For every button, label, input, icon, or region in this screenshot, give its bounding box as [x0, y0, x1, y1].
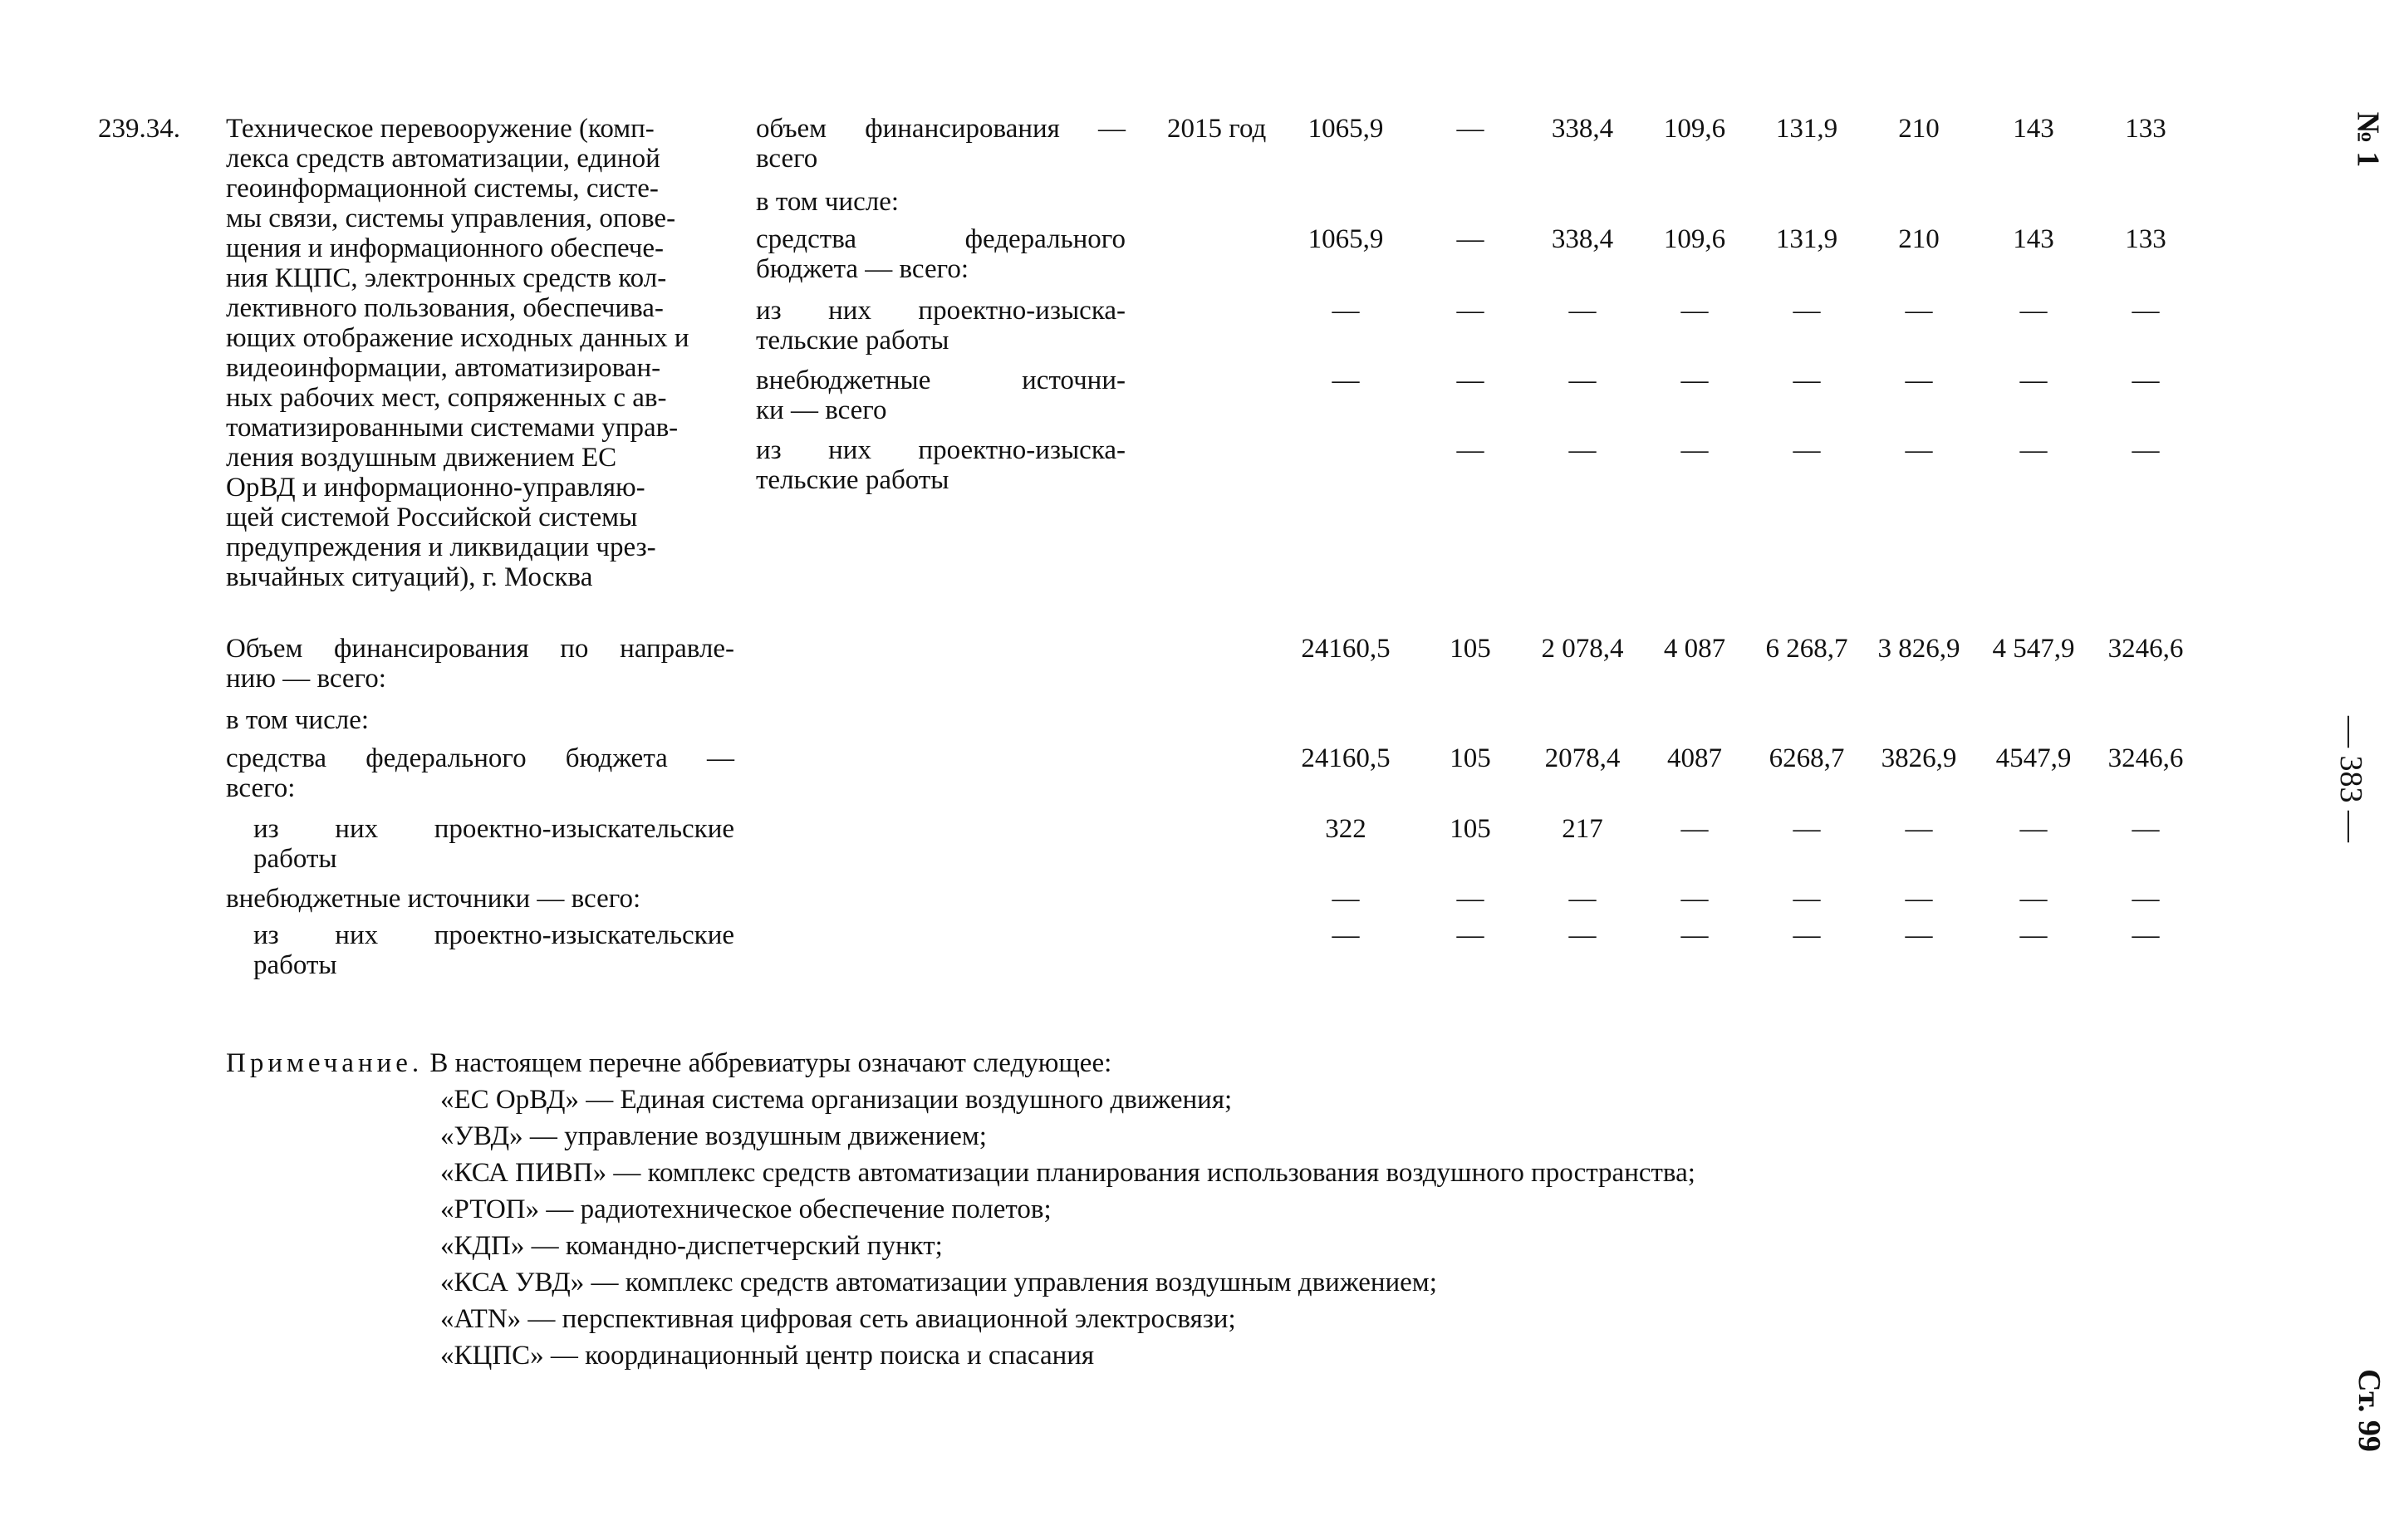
value-cell: 131,9: [1775, 114, 1838, 144]
abbreviation-item: «РТОП» — радиотехническое обеспечение полетов;: [440, 1194, 1052, 1224]
row-label: [756, 296, 1126, 356]
value-cell: —: [1680, 296, 1709, 326]
description-line: ления воздушным движением ЕС: [226, 443, 617, 473]
note-intro: В настоящем перечне аббревиатуры означают следующее:: [429, 1048, 1112, 1078]
description-line: мы связи, системы управления, опове-: [226, 204, 676, 233]
value-cell: —: [1332, 296, 1360, 326]
description-line: ния КЦПС, электронных средств кол-: [226, 263, 667, 293]
value-cell: —: [1793, 814, 1821, 844]
value-cell: 24160,5: [1301, 743, 1391, 773]
row-label-line: работы: [253, 844, 337, 874]
row-label: [756, 114, 1126, 174]
value-cell: 338,4: [1551, 224, 1614, 254]
value-cell: 1065,9: [1307, 114, 1384, 144]
value-cell: —: [1793, 435, 1821, 465]
value-cell: 4 547,9: [1992, 634, 2075, 664]
row-label-line: из них проектно-изыскательские: [253, 920, 734, 950]
note-label: Примечание.: [226, 1048, 424, 1078]
value-cell: —: [1905, 814, 1933, 844]
row-label-line: внебюджетные источники — всего:: [226, 884, 641, 914]
value-cell: 4 087: [1663, 634, 1726, 664]
row-label-line: из них проектно-изыскательские: [253, 814, 734, 844]
value-cell: —: [1332, 920, 1360, 950]
value-cell: 217: [1562, 814, 1603, 844]
value-cell: —: [1456, 224, 1484, 254]
value-cell: 105: [1450, 743, 1491, 773]
row-label-line: из них проектно-изыска-: [756, 435, 1126, 465]
value-cell: —: [2019, 435, 2048, 465]
abbreviation-item: «ATN» — перспективная цифровая сеть авиационной электросвязи;: [440, 1304, 1236, 1334]
value-cell: —: [2132, 435, 2160, 465]
abbreviation-item: «КЦПС» — координационный центр поиска и спасания: [440, 1341, 1095, 1371]
value-cell: 24160,5: [1301, 634, 1391, 664]
value-cell: —: [2132, 296, 2160, 326]
value-cell: 210: [1898, 114, 1940, 144]
value-cell: 6 268,7: [1765, 634, 1848, 664]
description-line: лективного пользования, обеспечива-: [226, 293, 664, 323]
row-label: [253, 920, 734, 980]
value-cell: —: [1905, 920, 1933, 950]
description-line: вычайных ситуаций), г. Москва: [226, 562, 593, 592]
row-label-line: работы: [253, 950, 337, 980]
row-label-line: ки — всего: [756, 395, 887, 425]
value-cell: —: [1793, 296, 1821, 326]
value-cell: —: [1332, 365, 1360, 395]
value-cell: —: [1905, 365, 1933, 395]
value-cell: 109,6: [1663, 114, 1726, 144]
row-label-line: Объем финансирования по направле-: [226, 634, 734, 664]
row-label: [756, 365, 1126, 425]
value-cell: —: [1568, 884, 1597, 914]
value-cell: —: [1456, 296, 1484, 326]
value-cell: —: [2019, 814, 2048, 844]
description-line: щения и информационного обеспече-: [226, 233, 665, 263]
row-label-line: бюджета — всего:: [756, 254, 969, 284]
row-label-line: в том числе:: [756, 187, 900, 217]
value-cell: 2 078,4: [1541, 634, 1624, 664]
value-cell: —: [1568, 920, 1597, 950]
value-cell: —: [2019, 884, 2048, 914]
row-label-line: тельские работы: [756, 326, 949, 356]
abbreviation-item: «УВД» — управление воздушным движением;: [440, 1121, 987, 1151]
value-cell: —: [1456, 920, 1484, 950]
value-cell: —: [2132, 884, 2160, 914]
value-cell: —: [1568, 365, 1597, 395]
value-cell: 143: [2013, 224, 2054, 254]
row-label: [253, 814, 734, 874]
value-cell: —: [1456, 114, 1484, 144]
abbreviation-item: «КСА ПИВП» — комплекс средств автоматизации планирования использования воздушного пространства;: [440, 1158, 1695, 1188]
description-line: щей системой Российской системы: [226, 503, 638, 532]
value-cell: —: [2132, 365, 2160, 395]
value-cell: 338,4: [1551, 114, 1614, 144]
row-label-line: из них проектно-изыска-: [756, 296, 1126, 326]
value-cell: —: [1905, 296, 1933, 326]
row-label-line: средства федерального: [756, 224, 1126, 254]
value-cell: —: [1905, 884, 1933, 914]
value-cell: —: [1332, 884, 1360, 914]
description-line: предупреждения и ликвидации чрез-: [226, 532, 656, 562]
value-cell: 3 826,9: [1877, 634, 1960, 664]
description-line: видеоинформации, автоматизирован-: [226, 353, 661, 383]
value-cell: —: [1793, 884, 1821, 914]
value-cell: 105: [1450, 814, 1491, 844]
row-label: [756, 224, 1126, 284]
value-cell: 133: [2125, 224, 2166, 254]
value-cell: —: [1793, 365, 1821, 395]
description-line: Техническое перевооружение (комп-: [226, 114, 655, 144]
value-cell: —: [1680, 814, 1709, 844]
row-label-line: в том числе:: [226, 705, 370, 735]
value-cell: —: [1680, 435, 1709, 465]
description-line: ОрВД и информационно-управляю-: [226, 473, 645, 503]
value-cell: 143: [2013, 114, 2054, 144]
description-line: лекса средств автоматизации, единой: [226, 144, 660, 174]
value-cell: —: [1680, 884, 1709, 914]
row-label: [756, 435, 1126, 495]
value-cell: —: [1456, 435, 1484, 465]
value-cell: 1065,9: [1307, 224, 1384, 254]
row-label: [226, 884, 734, 914]
note: [226, 1048, 1111, 1078]
value-cell: —: [1905, 435, 1933, 465]
value-cell: —: [1568, 296, 1597, 326]
value-cell: 3826,9: [1881, 743, 1957, 773]
value-cell: —: [1456, 884, 1484, 914]
value-cell: 3246,6: [2107, 743, 2184, 773]
value-cell: 105: [1450, 634, 1491, 664]
row-label-line: средства федерального бюджета —: [226, 743, 734, 773]
value-cell: —: [1680, 920, 1709, 950]
value-cell: 4547,9: [1995, 743, 2072, 773]
value-cell: 6268,7: [1769, 743, 1845, 773]
value-cell: 322: [1325, 814, 1366, 844]
description-line: геоинформационной системы, систе-: [226, 174, 659, 204]
description-line: ных рабочих мест, сопряженных с ав-: [226, 383, 667, 413]
description-line: ющих отображение исходных данных и: [226, 323, 689, 353]
value-cell: —: [1793, 920, 1821, 950]
value-cell: 210: [1898, 224, 1940, 254]
value-cell: 3246,6: [2107, 634, 2184, 664]
row-label: [226, 634, 734, 694]
value-cell: —: [1568, 435, 1597, 465]
year-cell: 2015 год: [1167, 114, 1267, 144]
page-number: — 383 —: [2333, 716, 2368, 842]
abbreviation-item: «ЕС ОрВД» — Единая система организации воздушного движения;: [440, 1085, 1233, 1115]
item-number: 239.34.: [98, 114, 180, 144]
value-cell: —: [2019, 920, 2048, 950]
value-cell: —: [2019, 296, 2048, 326]
value-cell: 2078,4: [1544, 743, 1621, 773]
value-cell: —: [1680, 365, 1709, 395]
row-label: [756, 187, 1126, 217]
value-cell: 109,6: [1663, 224, 1726, 254]
abbreviation-item: «КСА УВД» — комплекс средств автоматизации управления воздушным движением;: [440, 1268, 1437, 1297]
row-label: [226, 705, 734, 735]
description-line: томатизированными системами управ-: [226, 413, 679, 443]
value-cell: 4087: [1667, 743, 1722, 773]
row-label-line: нию — всего:: [226, 664, 386, 694]
item-description: [226, 114, 734, 592]
value-cell: —: [2132, 920, 2160, 950]
row-label: [226, 743, 734, 803]
value-cell: —: [2132, 814, 2160, 844]
row-label-line: всего:: [226, 773, 296, 803]
value-cell: 133: [2125, 114, 2166, 144]
row-label-line: объем финансирования —: [756, 114, 1126, 144]
value-cell: —: [2019, 365, 2048, 395]
value-cell: —: [1456, 365, 1484, 395]
article-number: Ст. 99: [2352, 1369, 2387, 1452]
abbreviation-item: «КДП» — командно-диспетчерский пункт;: [440, 1231, 943, 1261]
value-cell: 131,9: [1775, 224, 1838, 254]
row-label-line: тельские работы: [756, 465, 949, 495]
row-label-line: всего: [756, 144, 818, 174]
issue-number: № 1: [2350, 111, 2386, 168]
row-label-line: внебюджетные источни-: [756, 365, 1126, 395]
